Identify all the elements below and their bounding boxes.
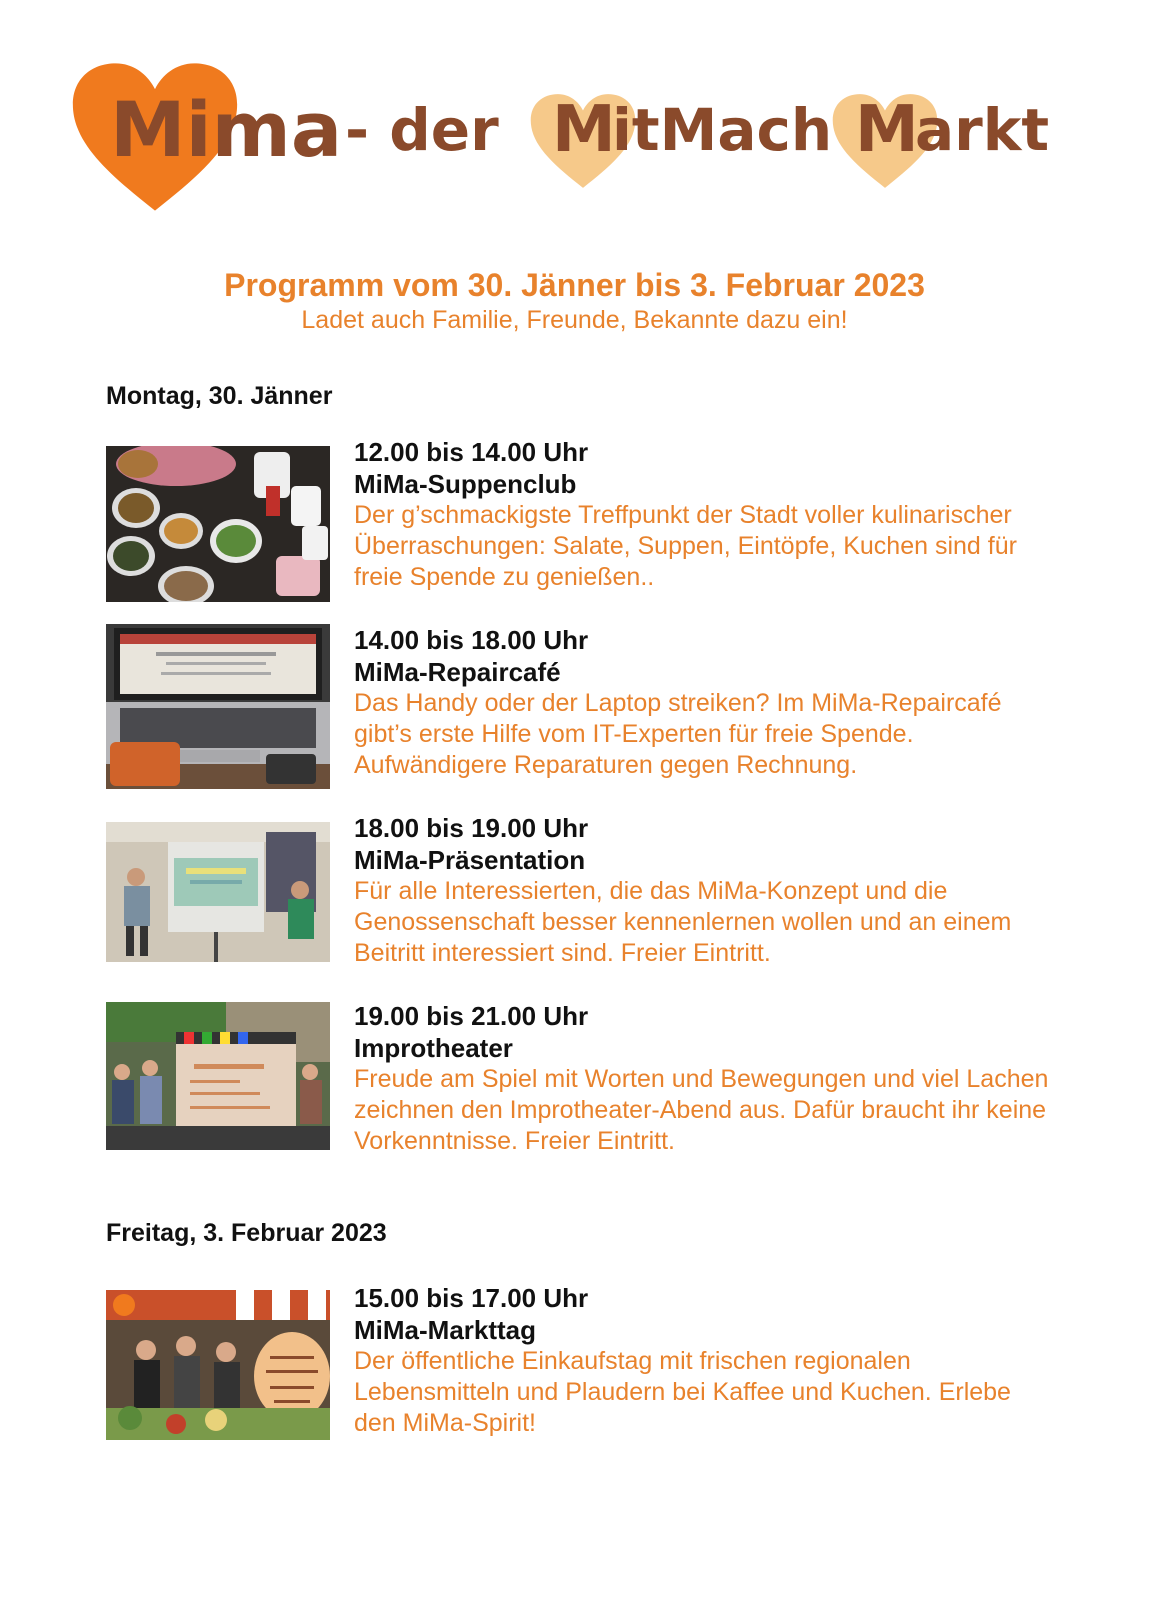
event-suppenclub bbox=[354, 436, 1054, 593]
event-time: 14.00 bis 18.00 Uhr bbox=[354, 625, 589, 655]
impro-theater-photo bbox=[106, 1002, 330, 1150]
soup-buffet-photo bbox=[106, 446, 330, 602]
logo-word-arkt: arkt bbox=[915, 96, 1050, 164]
event-name: Improtheater bbox=[354, 1033, 513, 1063]
event-name: MiMa-Repaircafé bbox=[354, 657, 561, 687]
event-time: 18.00 bis 19.00 Uhr bbox=[354, 813, 589, 843]
event-time: 15.00 bis 17.00 Uhr bbox=[354, 1283, 589, 1313]
day-heading-monday: Montag, 30. Jänner bbox=[106, 382, 333, 410]
event-description: Der öffentliche Einkaufstag mit frischen regionalen Lebensmitteln und Plaudern bei Kaffee und Kuchen. Erlebe den MiMa-Spirit! bbox=[354, 1347, 1011, 1437]
event-description: Der g’schmackigste Treffpunkt der Stadt voller kulinarischer Überraschungen: Salate, Suppen, Eintöpfe, Kuchen sind für freie Spende zu genießen.. bbox=[354, 501, 1017, 591]
logo-letter-m: M bbox=[855, 93, 919, 167]
program-title: Programm vom 30. Jänner bis 3. Februar 2023 bbox=[224, 267, 925, 303]
logo-word-itmach: itMach bbox=[612, 96, 833, 164]
event-name: MiMa-Markttag bbox=[354, 1315, 537, 1345]
event-time: 19.00 bis 21.00 Uhr bbox=[354, 1001, 589, 1031]
market-day-flyer-photo bbox=[106, 1290, 330, 1440]
day-heading-friday: Freitag, 3. Februar 2023 bbox=[106, 1219, 387, 1247]
mima-logo bbox=[0, 0, 1149, 240]
laptop-photo bbox=[106, 624, 330, 789]
event-markttag bbox=[354, 1282, 1054, 1439]
event-description: Für alle Interessierten, die das MiMa-Konzept und die Genossenschaft besser kennenlernen wollen und an einem Beitritt interessiert sind. Freier Eintritt. bbox=[354, 877, 1012, 967]
logo-word-mima: Mima bbox=[110, 85, 343, 174]
event-repaircafe bbox=[354, 624, 1054, 781]
logo-word-der: - der bbox=[345, 96, 499, 164]
logo-letter-m: M bbox=[552, 93, 616, 167]
event-name: MiMa-Suppenclub bbox=[354, 469, 577, 499]
event-description: Das Handy oder der Laptop streiken? Im MiMa-Repaircafé gibt’s erste Hilfe vom IT-Experten für freie Spende. Aufwändigere Reparaturen gegen Rechnung. bbox=[354, 689, 1002, 779]
event-improtheater bbox=[354, 1000, 1054, 1157]
event-description: Freude am Spiel mit Worten und Bewegungen und viel Lachen zeichnen den Improtheater-Abend aus. Dafür braucht ihr keine Vorkenntnisse. Freier Eintritt. bbox=[354, 1065, 1049, 1155]
program-subtitle: Ladet auch Familie, Freunde, Bekannte dazu ein! bbox=[301, 306, 848, 334]
event-name: MiMa-Präsentation bbox=[354, 845, 586, 875]
event-time: 12.00 bis 14.00 Uhr bbox=[354, 437, 589, 467]
presentation-photo bbox=[106, 822, 330, 962]
event-praesentation bbox=[354, 812, 1054, 969]
